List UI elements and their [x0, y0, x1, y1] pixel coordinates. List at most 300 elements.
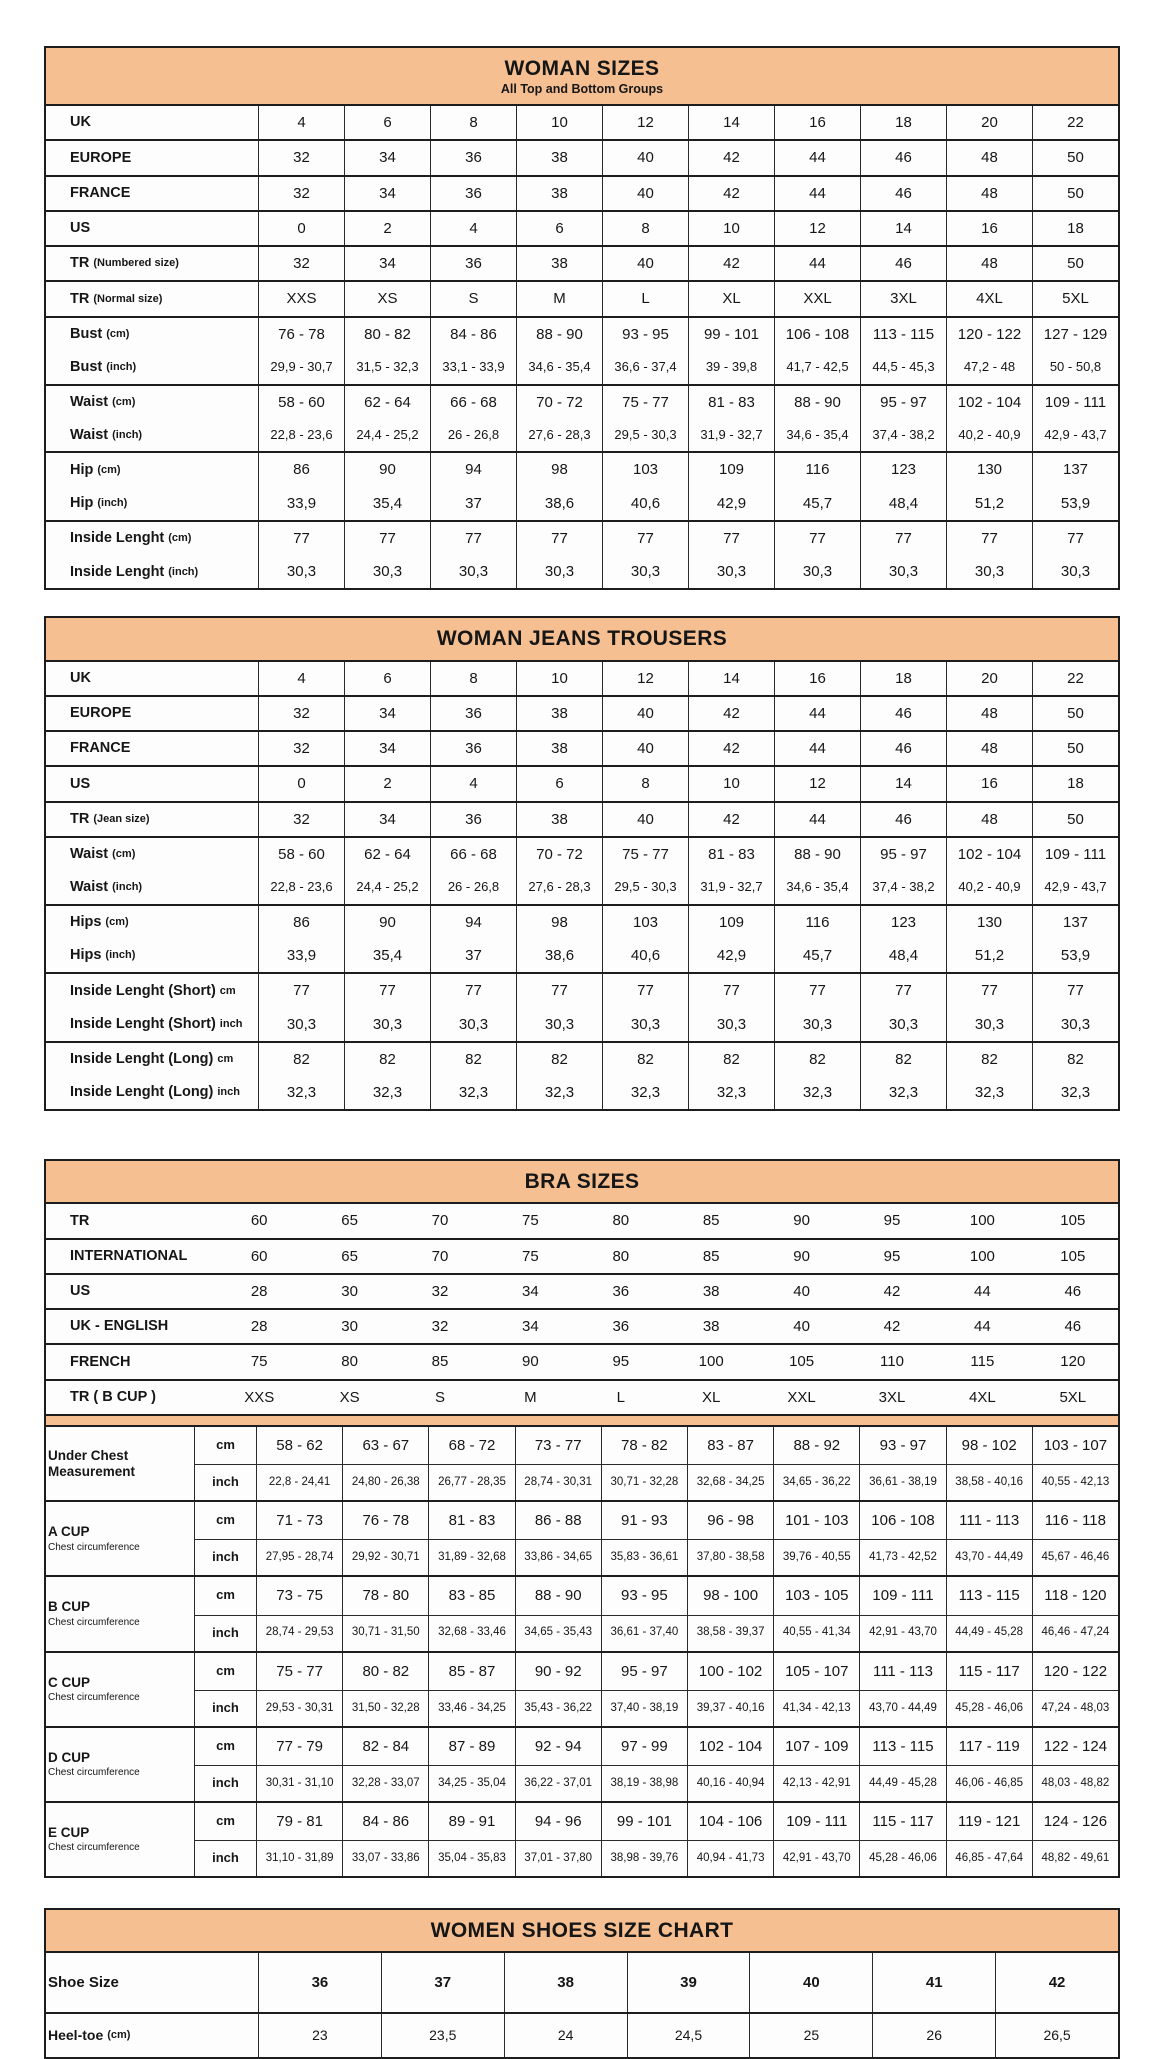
size-value: 116 - 118	[1032, 1502, 1118, 1539]
size-value: 10	[688, 767, 774, 800]
size-value: 14	[860, 767, 946, 800]
size-value: 116	[774, 906, 860, 939]
size-value: 46,06 - 46,85	[946, 1765, 1032, 1801]
size-value: 30,3	[602, 1008, 688, 1041]
size-value: 24,5	[627, 2014, 750, 2056]
size-value: 43,70 - 44,49	[946, 1539, 1032, 1575]
size-value: 115 - 117	[946, 1653, 1032, 1690]
size-value: 34	[344, 732, 430, 765]
row-label	[46, 871, 258, 904]
size-value: 35,43 - 36,22	[515, 1690, 601, 1726]
size-value: 83 - 85	[428, 1577, 514, 1614]
cup-row-group	[46, 1726, 1118, 1801]
row-label-text: TR ( B CUP )	[70, 1388, 156, 1405]
size-value: 70 - 72	[516, 386, 602, 419]
size-row	[46, 2014, 1118, 2056]
size-value: 4	[258, 662, 344, 695]
size-value: 34	[344, 803, 430, 836]
row-group	[46, 1379, 1118, 1414]
bra-sizes-table	[44, 1159, 1120, 1878]
size-value: 119 - 121	[946, 1803, 1032, 1840]
row-label-note: (Normal size)	[93, 292, 163, 305]
size-value: 106 - 108	[774, 318, 860, 351]
size-value: 39,37 - 40,16	[687, 1690, 773, 1726]
size-value: 85	[702, 1247, 720, 1265]
size-value: 118 - 120	[1032, 1577, 1118, 1614]
row-label-text: Inside Lenght (Long)	[70, 1084, 214, 1101]
size-value: 38	[516, 247, 602, 280]
row-label-text: Inside Lenght (Short)	[70, 1015, 216, 1032]
size-value: 77	[602, 522, 688, 555]
size-value: 42	[688, 697, 774, 730]
size-value: XXL	[774, 282, 860, 315]
size-value: 44	[974, 1318, 991, 1336]
size-value: 127 - 129	[1032, 318, 1118, 351]
row-label	[46, 1076, 258, 1109]
size-value: 95 - 97	[860, 838, 946, 871]
size-value: 32	[258, 697, 344, 730]
size-value: 14	[860, 212, 946, 245]
size-value: 30,3	[688, 1008, 774, 1041]
size-value: 109	[688, 906, 774, 939]
section-divider	[46, 1414, 1118, 1427]
row-label-note: (Jean size)	[93, 812, 150, 825]
size-value: 48	[946, 247, 1032, 280]
size-row	[46, 871, 1118, 904]
size-value: 53,9	[1032, 487, 1118, 520]
size-value: 44	[774, 732, 860, 765]
row-group	[46, 765, 1118, 800]
size-value: 46,46 - 47,24	[1032, 1615, 1118, 1651]
size-value: 111 - 113	[859, 1653, 945, 1690]
size-value: 44	[774, 177, 860, 210]
size-value: 35,4	[344, 939, 430, 972]
size-value: 8	[602, 767, 688, 800]
table-subtitle: All Top and Bottom Groups	[500, 82, 664, 97]
size-value: 77	[344, 522, 430, 555]
row-label-text: Bust	[70, 325, 103, 342]
size-row	[46, 386, 1118, 419]
size-value: 77	[860, 974, 946, 1007]
size-value: 10	[516, 106, 602, 139]
row-label-note: (inch)	[112, 881, 143, 894]
size-value: 75 - 77	[602, 838, 688, 871]
size-value: 12	[602, 106, 688, 139]
size-value: 77	[602, 974, 688, 1007]
size-value: 39 - 39,8	[688, 351, 774, 384]
row-label-text: Bust	[70, 358, 103, 375]
cup-row-group	[46, 1427, 1118, 1500]
size-value: 4XL	[946, 282, 1032, 315]
unit-label: cm	[194, 1427, 256, 1464]
row-label	[46, 1204, 214, 1237]
size-row	[46, 1240, 1118, 1273]
size-value: 36	[430, 697, 516, 730]
size-value: 30,3	[258, 1008, 344, 1041]
size-value: 73 - 77	[515, 1427, 601, 1464]
size-value: 5XL	[1059, 1388, 1087, 1406]
size-value: 48,03 - 48,82	[1032, 1765, 1118, 1801]
size-value: 100	[969, 1247, 995, 1265]
size-value: 33,9	[258, 939, 344, 972]
row-group	[46, 695, 1118, 730]
row-label-text: Hip	[70, 461, 94, 478]
size-value: 27,6 - 28,3	[516, 419, 602, 452]
size-value: 46	[860, 247, 946, 280]
row-label-note: inch	[219, 1017, 243, 1030]
woman-sizes-header	[46, 48, 1118, 106]
size-value: 22	[1032, 662, 1118, 695]
row-label	[46, 351, 258, 384]
size-row	[46, 767, 1118, 800]
size-value: 73 - 75	[256, 1577, 342, 1614]
size-value: 34	[344, 141, 430, 174]
size-value: 32,28 - 33,07	[342, 1765, 428, 1801]
size-value: 46	[860, 732, 946, 765]
size-value: 70	[431, 1212, 449, 1230]
size-value: 77	[344, 974, 430, 1007]
size-value: 38,6	[516, 939, 602, 972]
size-value: 109 - 111	[773, 1803, 859, 1840]
unit-label: cm	[194, 1502, 256, 1539]
size-value: M	[516, 282, 602, 315]
size-value: 8	[602, 212, 688, 245]
size-value: 37,4 - 38,2	[860, 419, 946, 452]
size-value: 105	[1060, 1212, 1086, 1230]
size-value: 37,4 - 38,2	[860, 871, 946, 904]
size-value: 37	[381, 1953, 504, 2012]
row-label	[46, 697, 258, 730]
size-value: 82	[1032, 1043, 1118, 1076]
row-label-note: (cm)	[97, 463, 121, 476]
size-value: 84 - 86	[342, 1803, 428, 1840]
size-value: 30,31 - 31,10	[256, 1765, 342, 1801]
size-value: 46	[860, 177, 946, 210]
size-value: 30	[341, 1282, 358, 1300]
size-value: 41	[872, 1953, 995, 2012]
size-value: 38	[702, 1282, 720, 1300]
size-value: 117 - 119	[946, 1728, 1032, 1765]
row-label	[46, 522, 258, 555]
size-row	[46, 974, 1118, 1007]
size-value: 40	[793, 1282, 810, 1300]
row-label-text: Waist	[70, 879, 109, 896]
size-row	[46, 318, 1118, 351]
size-value: 36,22 - 37,01	[515, 1765, 601, 1801]
size-value: 32,3	[1032, 1076, 1118, 1109]
size-value: 40	[602, 141, 688, 174]
size-value: 98 - 100	[687, 1577, 773, 1614]
size-value: 31,50 - 32,28	[342, 1690, 428, 1726]
size-value: 38,58 - 40,16	[946, 1464, 1032, 1500]
size-value: 102 - 104	[946, 386, 1032, 419]
row-label-text: Waist	[70, 846, 109, 863]
size-value: 82	[860, 1043, 946, 1076]
size-value: 31,5 - 32,3	[344, 351, 430, 384]
size-value: 45,67 - 46,46	[1032, 1539, 1118, 1575]
size-value: 29,5 - 30,3	[602, 871, 688, 904]
row-group	[46, 836, 1118, 904]
size-value: 29,9 - 30,7	[258, 351, 344, 384]
unit-label: inch	[194, 1765, 256, 1801]
size-value: 30,3	[774, 555, 860, 588]
size-value: 41,7 - 42,5	[774, 351, 860, 384]
size-value: 5XL	[1032, 282, 1118, 315]
row-group	[46, 972, 1118, 1041]
size-value: 77	[258, 974, 344, 1007]
row-label-note: (inch)	[112, 428, 143, 441]
row-group	[46, 451, 1118, 520]
size-value: 102 - 104	[687, 1728, 773, 1765]
size-value: 90 - 92	[515, 1653, 601, 1690]
row-label-note: cm	[219, 984, 236, 997]
size-value: 93 - 95	[601, 1577, 687, 1614]
size-value: 42	[688, 247, 774, 280]
size-value: 6	[516, 212, 602, 245]
size-value: 40,6	[602, 487, 688, 520]
size-value: 30,3	[946, 1008, 1032, 1041]
size-value: 32,68 - 33,46	[428, 1615, 514, 1651]
size-value: 36	[430, 732, 516, 765]
size-value: 77	[430, 522, 516, 555]
size-value: 35,83 - 36,61	[601, 1539, 687, 1575]
size-value: 38	[516, 803, 602, 836]
size-value: 77	[1032, 522, 1118, 555]
row-label	[46, 974, 258, 1007]
size-value: 137	[1032, 906, 1118, 939]
cup-label	[46, 1502, 194, 1575]
size-value: 20	[946, 106, 1032, 139]
size-value: 95	[612, 1353, 630, 1371]
row-group	[46, 280, 1118, 315]
size-value: 29,92 - 30,71	[342, 1539, 428, 1575]
size-value: 42,13 - 42,91	[773, 1765, 859, 1801]
size-value: 38,58 - 39,37	[687, 1615, 773, 1651]
size-value: 44,49 - 45,28	[859, 1765, 945, 1801]
size-value: 45,7	[774, 487, 860, 520]
size-value: 40,2 - 40,9	[946, 419, 1032, 452]
size-row	[46, 697, 1118, 730]
unit-label: inch	[194, 1690, 256, 1726]
size-value: 38	[516, 732, 602, 765]
size-value: 85	[431, 1353, 449, 1371]
size-value: 29,5 - 30,3	[602, 419, 688, 452]
cup-label-note: Chest circumference	[48, 1541, 140, 1553]
size-value: 32	[431, 1318, 449, 1336]
size-value: 48,4	[860, 487, 946, 520]
size-value: 24	[504, 2014, 627, 2056]
row-label-text: Hips	[70, 914, 102, 931]
size-value: 32,3	[946, 1076, 1032, 1109]
size-value: 82	[688, 1043, 774, 1076]
size-value: 33,9	[258, 487, 344, 520]
row-group	[46, 904, 1118, 973]
table-title: WOMAN JEANS TROUSERS	[436, 627, 728, 651]
size-value: 95	[883, 1247, 901, 1265]
size-value: 70 - 72	[516, 838, 602, 871]
size-value: 6	[344, 106, 430, 139]
size-value: 66 - 68	[430, 386, 516, 419]
size-row	[46, 1275, 1118, 1308]
size-value: 30,3	[1032, 1008, 1118, 1041]
size-value: 32,3	[344, 1076, 430, 1109]
row-label	[46, 386, 258, 419]
size-row	[46, 419, 1118, 452]
size-value: 88 - 90	[774, 386, 860, 419]
size-value: 123	[860, 906, 946, 939]
size-value: 26,77 - 28,35	[428, 1464, 514, 1500]
size-value: 100	[969, 1212, 995, 1230]
size-value: 34,65 - 35,43	[515, 1615, 601, 1651]
size-value: 36,61 - 38,19	[859, 1464, 945, 1500]
size-value: 23,5	[381, 2014, 504, 2056]
size-value: 45,28 - 46,06	[859, 1840, 945, 1876]
size-value: 34	[344, 177, 430, 210]
size-value: 82	[344, 1043, 430, 1076]
size-value: 0	[258, 212, 344, 245]
row-label-note: inch	[217, 1086, 240, 1099]
size-value: 42,9	[688, 487, 774, 520]
size-value: 101 - 103	[773, 1502, 859, 1539]
size-value: 113 - 115	[859, 1728, 945, 1765]
size-value: 100 - 102	[687, 1653, 773, 1690]
row-label-note: (cm)	[168, 532, 192, 545]
row-group	[46, 1273, 1118, 1308]
size-value: 42,91 - 43,70	[773, 1840, 859, 1876]
row-group	[46, 245, 1118, 280]
size-value: 103	[602, 453, 688, 486]
row-label-note: (cm)	[112, 395, 136, 408]
size-value: 94	[430, 906, 516, 939]
size-value: 83 - 87	[687, 1427, 773, 1464]
size-value: 62 - 64	[344, 386, 430, 419]
unit-label: cm	[194, 1577, 256, 1614]
size-value: 80	[341, 1353, 358, 1371]
size-value: 109 - 111	[1032, 386, 1118, 419]
size-value: 20	[946, 662, 1032, 695]
row-label-note: (inch)	[106, 360, 137, 373]
row-label	[46, 247, 258, 280]
size-value: 88 - 90	[774, 838, 860, 871]
row-label-note: (inch)	[168, 565, 199, 578]
size-value: 90	[522, 1353, 539, 1371]
size-value: 77	[688, 974, 774, 1007]
size-value: 130	[946, 453, 1032, 486]
size-value: 88 - 92	[773, 1427, 859, 1464]
size-value: 28	[250, 1282, 268, 1300]
size-value: 44	[774, 247, 860, 280]
size-value: 71 - 73	[256, 1502, 342, 1539]
unit-label: inch	[194, 1615, 256, 1651]
size-value: 37,80 - 38,58	[687, 1539, 773, 1575]
row-label-text: US	[70, 1283, 91, 1300]
size-value: 34,6 - 35,4	[774, 419, 860, 452]
size-value: XXS	[258, 282, 344, 315]
size-value: 42	[688, 803, 774, 836]
size-value: 26 - 26,8	[430, 871, 516, 904]
row-label	[46, 212, 258, 245]
size-value: 77 - 79	[256, 1728, 342, 1765]
size-value: 50	[1032, 732, 1118, 765]
unit-label: inch	[194, 1840, 256, 1876]
size-row	[46, 555, 1118, 588]
size-value: 50	[1032, 247, 1118, 280]
size-value: 42,9	[688, 939, 774, 972]
size-value: 4	[430, 212, 516, 245]
size-value: 40,55 - 42,13	[1032, 1464, 1118, 1500]
cup-row-group	[46, 1500, 1118, 1575]
row-label	[46, 106, 258, 139]
size-value: 10	[688, 212, 774, 245]
size-value: 109 - 111	[1032, 838, 1118, 871]
size-value: 84 - 86	[430, 318, 516, 351]
size-value: 4	[430, 767, 516, 800]
size-value: 3XL	[878, 1388, 906, 1406]
size-row	[46, 1008, 1118, 1041]
row-label	[46, 939, 258, 972]
size-value: 95 - 97	[601, 1653, 687, 1690]
size-value: 80 - 82	[344, 318, 430, 351]
row-label	[46, 1381, 214, 1414]
row-label	[46, 318, 258, 351]
size-value: 103 - 107	[1032, 1427, 1118, 1464]
size-value: 36,6 - 37,4	[602, 351, 688, 384]
size-value: 116	[774, 453, 860, 486]
cup-row-group	[46, 1651, 1118, 1726]
row-label-text: FRENCH	[70, 1353, 131, 1370]
size-row	[46, 106, 1118, 139]
size-value: 50	[1032, 177, 1118, 210]
size-value: 38,98 - 39,76	[601, 1840, 687, 1876]
row-label-text: Hip	[70, 495, 94, 512]
woman-jeans-table	[44, 616, 1120, 1111]
size-value: 30,3	[860, 555, 946, 588]
size-value: 31,9 - 32,7	[688, 419, 774, 452]
size-row	[46, 1076, 1118, 1109]
size-value: 42,91 - 43,70	[859, 1615, 945, 1651]
size-value: 44,49 - 45,28	[946, 1615, 1032, 1651]
size-value: 32,3	[516, 1076, 602, 1109]
unit-label: cm	[194, 1728, 256, 1765]
size-value: 96 - 98	[687, 1502, 773, 1539]
size-value: 30	[341, 1318, 358, 1336]
size-value: 28,74 - 29,53	[256, 1615, 342, 1651]
size-value: 37,01 - 37,80	[515, 1840, 601, 1876]
size-value: 77	[860, 522, 946, 555]
size-value: 94	[430, 453, 516, 486]
size-value: 18	[1032, 767, 1118, 800]
size-value: 40,6	[602, 939, 688, 972]
size-value: 36	[430, 141, 516, 174]
row-label-note: cm	[217, 1053, 234, 1066]
size-value: 48	[946, 141, 1032, 174]
size-value: 98	[516, 453, 602, 486]
size-value: 33,07 - 33,86	[342, 1840, 428, 1876]
size-value: 24,80 - 26,38	[342, 1464, 428, 1500]
woman-jeans-rows	[46, 662, 1118, 1110]
size-value: 90	[793, 1247, 810, 1265]
row-label	[46, 282, 258, 315]
size-value: 62 - 64	[344, 838, 430, 871]
size-value: 22,8 - 23,6	[258, 871, 344, 904]
size-value: 111 - 113	[946, 1502, 1032, 1539]
size-value: 82	[602, 1043, 688, 1076]
size-value: 40	[602, 697, 688, 730]
size-row	[46, 487, 1118, 520]
size-value: 107 - 109	[773, 1728, 859, 1765]
size-value: XL	[688, 282, 774, 315]
row-label	[46, 1043, 258, 1076]
